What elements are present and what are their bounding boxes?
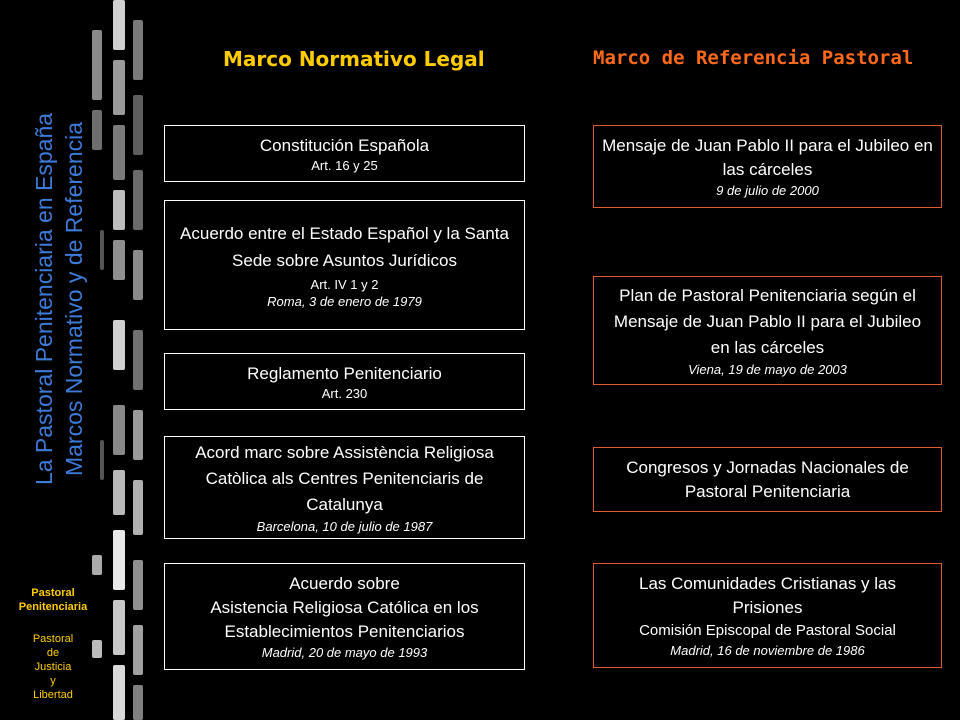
film-bar (113, 600, 125, 655)
box-mensaje-juan-pablo (593, 125, 942, 208)
box-title: Las Comunidades Cristianas y las Prisiones (638, 574, 896, 617)
box-acuerdo-1993 (164, 563, 525, 670)
box-subtitle: Art. 16 y 25 (311, 157, 378, 173)
film-bar (92, 30, 102, 100)
box-title: Mensaje de Juan Pablo II para el Jubileo en las cárceles (602, 136, 933, 179)
vertical-title-line2: Marcos Normativo y de Referencia (61, 121, 87, 477)
vertical-title-line1: La Pastoral Penitenciaria en España (31, 112, 57, 486)
film-bar (100, 440, 104, 480)
box-title: Acord marc sobre Assistència Religiosa Catòlica als Centres Penitenciaris de Catalunya (195, 443, 494, 514)
film-bar (133, 95, 143, 155)
film-bar (113, 0, 125, 50)
box-date: Madrid, 16 de noviembre de 1986 (670, 643, 865, 658)
box-reglamento (164, 353, 525, 410)
film-bar (113, 320, 125, 370)
film-bar (133, 250, 143, 300)
film-bar (100, 230, 104, 270)
box-acuerdo-santa-sede (164, 200, 525, 330)
film-bar (133, 480, 143, 535)
box-congresos (593, 447, 942, 512)
box-title: Congresos y Jornadas Nacionales de Pastoral Penitenciaria (626, 457, 909, 501)
film-bar (113, 125, 125, 180)
box-comunidades (593, 563, 942, 668)
film-bar (133, 410, 143, 460)
side-label-pastoral-penitenciaria: Pastoral Penitenciaria (18, 587, 88, 613)
film-bar (113, 470, 125, 515)
film-bar (113, 190, 125, 230)
film-bar (92, 110, 102, 150)
box-subtitle: Comisión Episcopal de Pastoral Social (639, 622, 896, 639)
film-bar (92, 555, 102, 575)
box-title: Acuerdo entre el Estado Español y la Santa Sede sobre Asuntos Jurídicos (180, 224, 509, 270)
box-date: Barcelona, 10 de julio de 1987 (256, 519, 433, 534)
box-title: Acuerdo sobre Asistencia Religiosa Católica en los Establecimientos Penitenciarios (210, 574, 479, 641)
film-bar (133, 560, 143, 610)
box-subtitle: Art. IV 1 y 2 (310, 277, 379, 292)
film-bar (113, 240, 125, 280)
box-plan-pastoral (593, 276, 942, 385)
box-acord-catalunya (164, 436, 525, 539)
film-bar (113, 665, 125, 720)
film-bar (133, 170, 143, 230)
box-constitucion (164, 125, 525, 182)
side-label-justicia-libertad: Pastoral de Justicia y Libertad (32, 633, 74, 701)
box-title: Constitución Española (259, 135, 430, 155)
box-title: Plan de Pastoral Penitenciaria según el Mensaje de Juan Pablo II para el Jubileo en las cárceles (613, 286, 922, 357)
film-bar (133, 330, 143, 390)
film-bar (133, 685, 143, 720)
header-marco-normativo: Marco Normativo Legal (223, 47, 485, 71)
box-date: 9 de julio de 2000 (716, 183, 819, 198)
film-bar (113, 405, 125, 455)
film-bar (113, 60, 125, 115)
box-date: Viena, 19 de mayo de 2003 (688, 362, 847, 377)
box-title: Reglamento Penitenciario (247, 363, 442, 383)
box-subtitle: Art. 230 (321, 385, 368, 401)
film-bar (133, 625, 143, 675)
header-marco-referencia: Marco de Referencia Pastoral (593, 47, 914, 69)
film-bar (113, 530, 125, 590)
film-bar (133, 20, 143, 80)
box-date: Madrid, 20 de mayo de 1993 (261, 645, 428, 660)
box-date: Roma, 3 de enero de 1979 (267, 294, 422, 309)
